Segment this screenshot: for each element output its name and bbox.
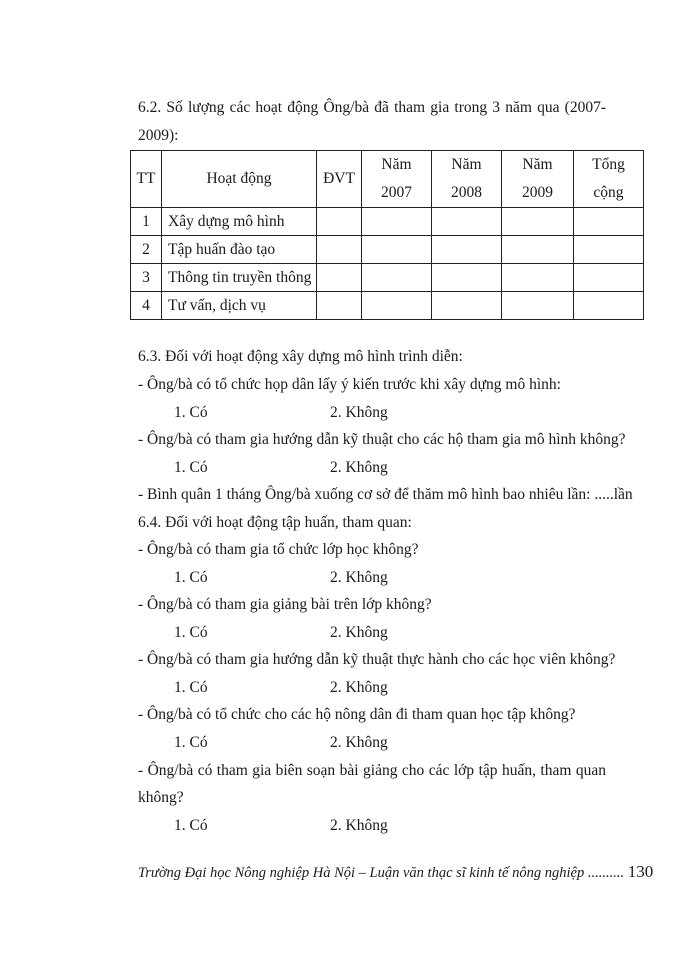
header-2009: Năm 2009	[502, 151, 574, 208]
option-yes: 1. Có	[174, 569, 208, 586]
page-footer	[138, 862, 653, 882]
header-total: Tổng cộng	[574, 151, 644, 208]
option-no: 2. Không	[330, 459, 388, 476]
question-6-3-1: - Ông/bà có tổ chức họp dân lấy ý kiến trước khi xây dựng mô hình:	[138, 376, 561, 393]
option-yes: 1. Có	[174, 679, 208, 696]
option-yes: 1. Có	[174, 817, 208, 834]
page-number: 130	[627, 862, 654, 881]
option-no: 2. Không	[330, 569, 388, 586]
section-6-3-title: 6.3. Đối với hoạt động xây dựng mô hình trình diễn:	[138, 348, 463, 365]
header-activity: Hoạt động	[162, 151, 317, 208]
option-no: 2. Không	[330, 624, 388, 641]
header-tt: TT	[131, 151, 162, 208]
option-no: 2. Không	[330, 404, 388, 421]
question-6-4-5-line1: - Ông/bà có tham gia biên soạn bài giảng cho các lớp tập huấn, tham quan	[138, 762, 606, 779]
footer-text: Trường Đại học Nông nghiệp Hà Nội – Luận văn thạc sĩ kinh tế nông nghiệp ..........	[138, 865, 625, 881]
row-activity: Tư vấn, dịch vụ	[162, 292, 317, 320]
header-unit: ĐVT	[317, 151, 362, 208]
question-6-3-2: - Ông/bà có tham gia hướng dẫn kỹ thuật cho các hộ tham gia mô hình không?	[138, 431, 626, 448]
question-6-4-2: - Ông/bà có tham gia giảng bài trên lớp không?	[138, 596, 432, 613]
row-tt: 3	[131, 264, 162, 292]
row-tt: 2	[131, 236, 162, 264]
option-no: 2. Không	[330, 817, 388, 834]
option-yes: 1. Có	[174, 624, 208, 641]
table-header-row	[131, 151, 644, 208]
row-tt: 1	[131, 208, 162, 236]
option-yes: 1. Có	[174, 734, 208, 751]
section-6-2-line2: 2009):	[138, 127, 179, 144]
option-no: 2. Không	[330, 679, 388, 696]
header-2007: Năm 2007	[362, 151, 432, 208]
table-row	[131, 292, 644, 320]
table-row	[131, 264, 644, 292]
row-activity: Tập huấn đào tạo	[162, 236, 317, 264]
question-6-3-3: - Bình quân 1 tháng Ông/bà xuống cơ sở để thăm mô hình bao nhiêu lần: .....lần	[138, 486, 633, 503]
row-activity: Xây dựng mô hình	[162, 208, 317, 236]
question-6-4-1: - Ông/bà có tham gia tổ chức lớp học không?	[138, 541, 419, 558]
header-2008: Năm 2008	[432, 151, 502, 208]
row-activity: Thông tin truyền thông	[162, 264, 317, 292]
section-6-4-title: 6.4. Đối với hoạt động tập huấn, tham quan:	[138, 514, 412, 531]
option-yes: 1. Có	[174, 459, 208, 476]
section-6-2-line1: 6.2. Số lượng các hoạt động Ông/bà đã tham gia trong 3 năm qua (2007-	[138, 99, 606, 116]
option-no: 2. Không	[330, 734, 388, 751]
row-tt: 4	[131, 292, 162, 320]
question-6-4-5-line2: không?	[138, 789, 184, 806]
table-row	[131, 236, 644, 264]
activity-table	[130, 150, 644, 320]
table-row	[131, 208, 644, 236]
question-6-4-4: - Ông/bà có tổ chức cho các hộ nông dân đi tham quan học tập không?	[138, 706, 576, 723]
question-6-4-3: - Ông/bà có tham gia hướng dẫn kỹ thuật thực hành cho các học viên không?	[138, 651, 616, 668]
option-yes: 1. Có	[174, 404, 208, 421]
